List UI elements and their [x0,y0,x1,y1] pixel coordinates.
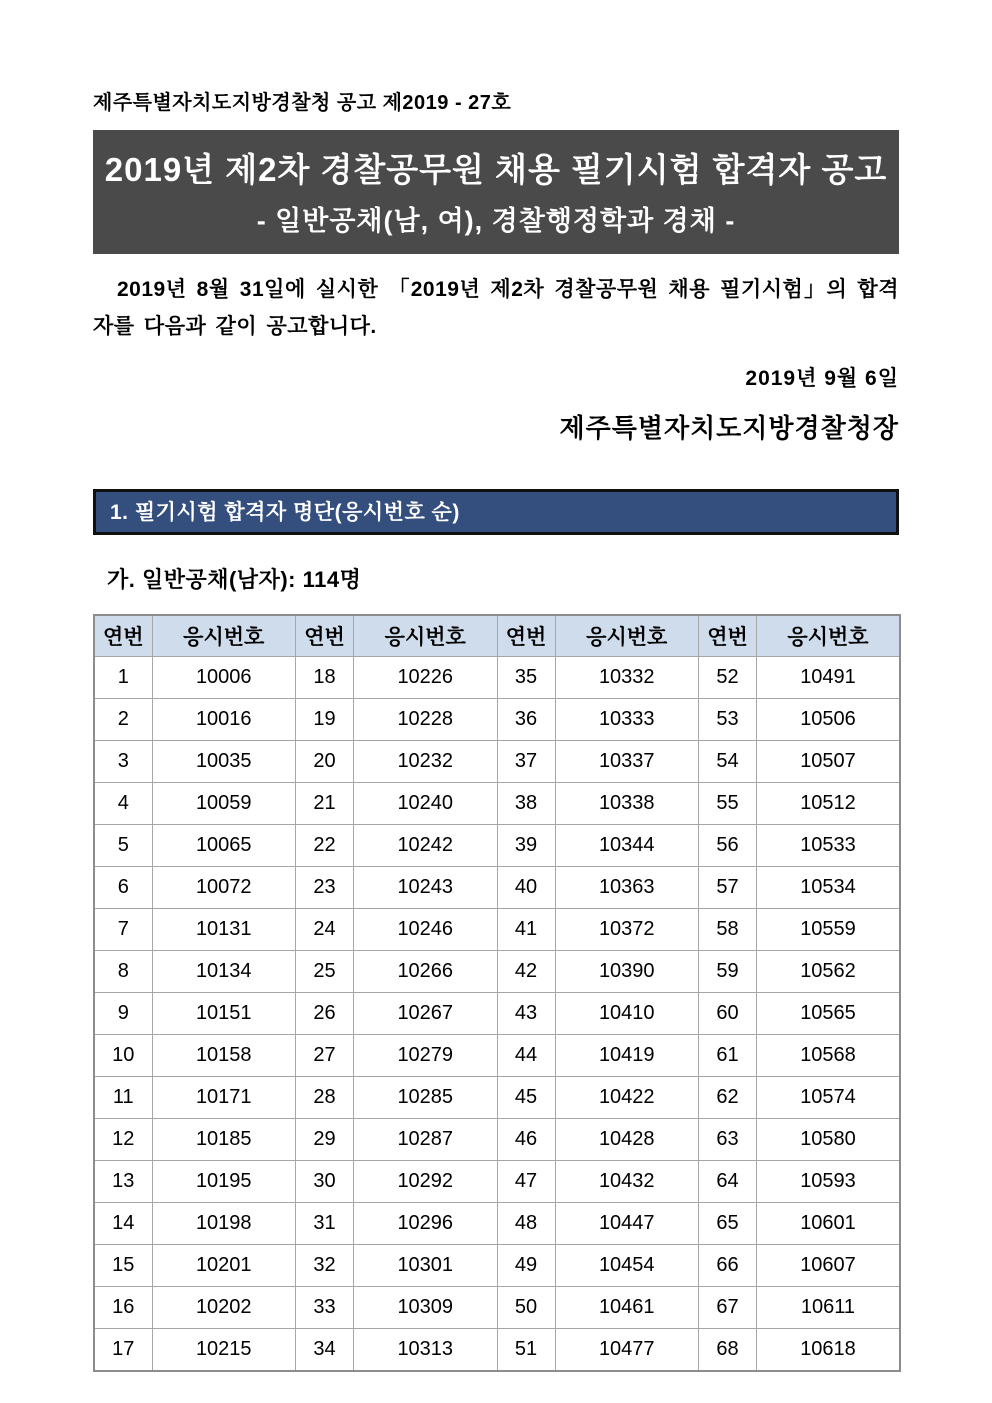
cell-exam-number: 10226 [354,656,498,698]
announcement-paragraph: 2019년 8월 31일에 실시한 「2019년 제2차 경찰공무원 채용 필기시험」의 합격자를 다음과 같이 공고합니다. [93,278,899,338]
cell-seq-number: 48 [497,1202,555,1244]
cell-exam-number: 10601 [757,1202,901,1244]
cell-exam-number: 10338 [555,782,699,824]
cell-seq-number: 49 [497,1244,555,1286]
cell-seq-number: 35 [497,656,555,698]
cell-seq-number: 24 [296,908,354,950]
cell-seq-number: 44 [497,1034,555,1076]
cell-exam-number: 10246 [354,908,498,950]
cell-seq-number: 14 [94,1202,152,1244]
cell-exam-number: 10565 [757,992,901,1034]
cell-seq-number: 26 [296,992,354,1034]
cell-exam-number: 10332 [555,656,699,698]
cell-exam-number: 10185 [152,1118,296,1160]
cell-exam-number: 10419 [555,1034,699,1076]
table-row [94,1076,900,1118]
cell-seq-number: 62 [699,1076,757,1118]
cell-seq-number: 1 [94,656,152,698]
doc-number: 제주특별자치도지방경찰청 공고 제2019 - 27호 [93,92,512,114]
cell-seq-number: 8 [94,950,152,992]
cell-seq-number: 18 [296,656,354,698]
cell-seq-number: 10 [94,1034,152,1076]
table-row [94,1034,900,1076]
cell-seq-number: 34 [296,1328,354,1371]
cell-seq-number: 9 [94,992,152,1034]
cell-exam-number: 10228 [354,698,498,740]
section-heading-text: 1. 필기시험 합격자 명단(응시번호 순) [110,500,460,524]
cell-exam-number: 10428 [555,1118,699,1160]
title-line1: 2019년 제2차 경찰공무원 채용 필기시험 합격자 공고 [104,151,888,188]
cell-exam-number: 10574 [757,1076,901,1118]
cell-seq-number: 61 [699,1034,757,1076]
cell-exam-number: 10296 [354,1202,498,1244]
subsection-heading: 가. 일반공채(남자): 114명 [107,566,362,592]
table-row [94,740,900,782]
cell-exam-number: 10313 [354,1328,498,1371]
column-header: 연번 [497,615,555,657]
cell-exam-number: 10432 [555,1160,699,1202]
cell-seq-number: 56 [699,824,757,866]
cell-exam-number: 10454 [555,1244,699,1286]
cell-exam-number: 10198 [152,1202,296,1244]
cell-exam-number: 10171 [152,1076,296,1118]
cell-exam-number: 10607 [757,1244,901,1286]
cell-exam-number: 10506 [757,698,901,740]
cell-exam-number: 10151 [152,992,296,1034]
column-header: 응시번호 [555,615,699,657]
cell-seq-number: 11 [94,1076,152,1118]
cell-exam-number: 10461 [555,1286,699,1328]
cell-exam-number: 10477 [555,1328,699,1371]
cell-seq-number: 42 [497,950,555,992]
cell-exam-number: 10292 [354,1160,498,1202]
cell-exam-number: 10016 [152,698,296,740]
cell-exam-number: 10195 [152,1160,296,1202]
table-row [94,992,900,1034]
cell-seq-number: 29 [296,1118,354,1160]
cell-exam-number: 10372 [555,908,699,950]
cell-seq-number: 60 [699,992,757,1034]
cell-seq-number: 32 [296,1244,354,1286]
cell-exam-number: 10491 [757,656,901,698]
table-row [94,698,900,740]
column-header: 응시번호 [152,615,296,657]
cell-seq-number: 50 [497,1286,555,1328]
cell-seq-number: 12 [94,1118,152,1160]
cell-exam-number: 10287 [354,1118,498,1160]
cell-exam-number: 10507 [757,740,901,782]
column-header: 연번 [296,615,354,657]
cell-seq-number: 23 [296,866,354,908]
cell-exam-number: 10006 [152,656,296,698]
cell-exam-number: 10134 [152,950,296,992]
cell-exam-number: 10240 [354,782,498,824]
cell-seq-number: 43 [497,992,555,1034]
cell-seq-number: 15 [94,1244,152,1286]
cell-seq-number: 22 [296,824,354,866]
cell-exam-number: 10201 [152,1244,296,1286]
cell-exam-number: 10158 [152,1034,296,1076]
cell-seq-number: 3 [94,740,152,782]
table-row [94,1244,900,1286]
cell-exam-number: 10559 [757,908,901,950]
cell-seq-number: 5 [94,824,152,866]
cell-seq-number: 47 [497,1160,555,1202]
cell-seq-number: 16 [94,1286,152,1328]
cell-exam-number: 10059 [152,782,296,824]
cell-seq-number: 30 [296,1160,354,1202]
cell-exam-number: 10534 [757,866,901,908]
cell-exam-number: 10215 [152,1328,296,1371]
cell-exam-number: 10072 [152,866,296,908]
title-line2: - 일반공채(남, 여), 경찰행정학과 경채 - [256,206,736,236]
cell-exam-number: 10580 [757,1118,901,1160]
cell-seq-number: 13 [94,1160,152,1202]
table-row [94,1286,900,1328]
cell-seq-number: 19 [296,698,354,740]
cell-seq-number: 55 [699,782,757,824]
table-row [94,1328,900,1371]
table-body [94,656,900,1371]
cell-seq-number: 36 [497,698,555,740]
cell-exam-number: 10533 [757,824,901,866]
cell-seq-number: 40 [497,866,555,908]
table-row [94,866,900,908]
cell-exam-number: 10512 [757,782,901,824]
cell-seq-number: 67 [699,1286,757,1328]
cell-exam-number: 10562 [757,950,901,992]
cell-exam-number: 10618 [757,1328,901,1371]
column-header: 응시번호 [354,615,498,657]
cell-seq-number: 7 [94,908,152,950]
cell-seq-number: 39 [497,824,555,866]
announcement-date: 2019년 9월 6일 [745,366,899,390]
cell-seq-number: 58 [699,908,757,950]
table-row [94,656,900,698]
cell-exam-number: 10131 [152,908,296,950]
cell-exam-number: 10568 [757,1034,901,1076]
cell-exam-number: 10447 [555,1202,699,1244]
cell-seq-number: 63 [699,1118,757,1160]
cell-seq-number: 54 [699,740,757,782]
cell-seq-number: 52 [699,656,757,698]
cell-seq-number: 4 [94,782,152,824]
cell-seq-number: 21 [296,782,354,824]
table-row [94,950,900,992]
table-row [94,1160,900,1202]
cell-exam-number: 10309 [354,1286,498,1328]
cell-seq-number: 59 [699,950,757,992]
title-banner [93,130,899,254]
column-header: 연번 [94,615,152,657]
cell-seq-number: 6 [94,866,152,908]
table-row [94,782,900,824]
cell-seq-number: 20 [296,740,354,782]
table-row [94,1118,900,1160]
cell-exam-number: 10333 [555,698,699,740]
cell-exam-number: 10593 [757,1160,901,1202]
cell-seq-number: 2 [94,698,152,740]
cell-seq-number: 25 [296,950,354,992]
cell-exam-number: 10301 [354,1244,498,1286]
cell-exam-number: 10232 [354,740,498,782]
table-row [94,824,900,866]
table-header-row [94,615,900,657]
cell-exam-number: 10065 [152,824,296,866]
cell-seq-number: 33 [296,1286,354,1328]
cell-seq-number: 31 [296,1202,354,1244]
cell-exam-number: 10267 [354,992,498,1034]
cell-exam-number: 10243 [354,866,498,908]
cell-seq-number: 41 [497,908,555,950]
cell-exam-number: 10611 [757,1286,901,1328]
cell-seq-number: 17 [94,1328,152,1371]
cell-seq-number: 37 [497,740,555,782]
cell-exam-number: 10390 [555,950,699,992]
cell-exam-number: 10266 [354,950,498,992]
cell-seq-number: 27 [296,1034,354,1076]
cell-seq-number: 45 [497,1076,555,1118]
cell-exam-number: 10202 [152,1286,296,1328]
cell-seq-number: 53 [699,698,757,740]
cell-exam-number: 10422 [555,1076,699,1118]
cell-seq-number: 65 [699,1202,757,1244]
cell-seq-number: 66 [699,1244,757,1286]
section-heading-bar [93,489,899,535]
cell-exam-number: 10344 [555,824,699,866]
column-header: 응시번호 [757,615,901,657]
cell-exam-number: 10035 [152,740,296,782]
cell-exam-number: 10337 [555,740,699,782]
cell-seq-number: 46 [497,1118,555,1160]
cell-seq-number: 28 [296,1076,354,1118]
cell-seq-number: 57 [699,866,757,908]
cell-seq-number: 64 [699,1160,757,1202]
table-row [94,1202,900,1244]
cell-seq-number: 68 [699,1328,757,1371]
cell-seq-number: 38 [497,782,555,824]
cell-exam-number: 10242 [354,824,498,866]
cell-exam-number: 10410 [555,992,699,1034]
cell-seq-number: 51 [497,1328,555,1371]
cell-exam-number: 10285 [354,1076,498,1118]
cell-exam-number: 10279 [354,1034,498,1076]
cell-exam-number: 10363 [555,866,699,908]
column-header: 연번 [699,615,757,657]
signer-name: 제주특별자치도지방경찰청장 [559,412,899,443]
pass-list-table [93,614,901,1372]
table-row [94,908,900,950]
